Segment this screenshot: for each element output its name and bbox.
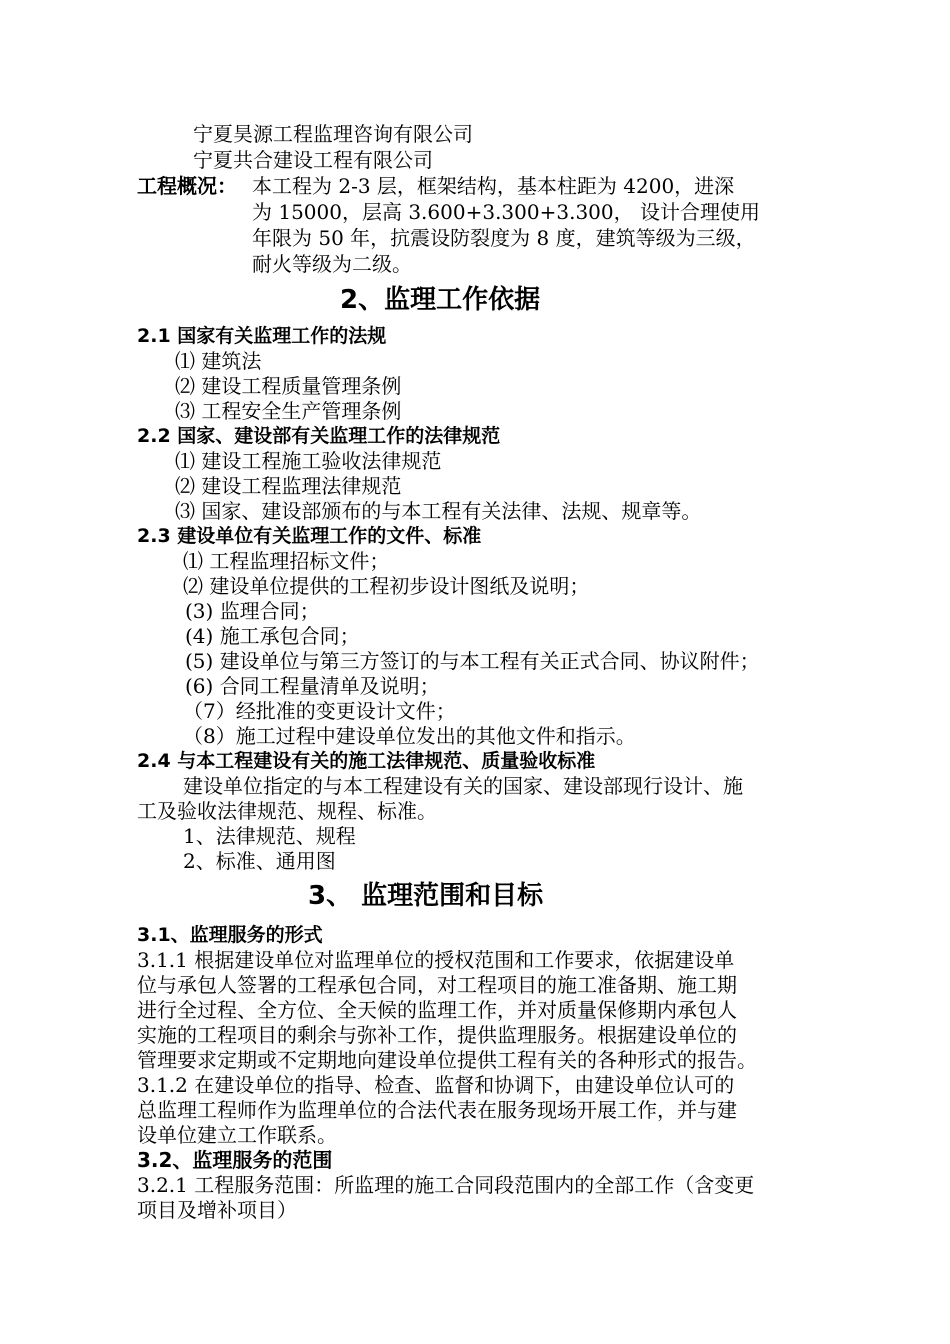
overview-line: 本工程为 2-3 层，框架结构，基本柱距为 4200，进深 bbox=[252, 174, 735, 198]
paragraph-line: 项目及增补项目） bbox=[137, 1198, 297, 1222]
list-item: ⑵ 建设工程监理法律规范 bbox=[175, 474, 402, 498]
paragraph-line: 位与承包人签署的工程承包合同，对工程项目的施工准备期、施工期 bbox=[137, 973, 737, 997]
list-item: ⑴ 工程监理招标文件； bbox=[183, 549, 390, 573]
paragraph-line: 实施的工程项目的剩余与弥补工作，提供监理服务。根据建设单位的 bbox=[137, 1023, 737, 1047]
section-2-3-heading: 2.3 建设单位有关监理工作的文件、标准 bbox=[137, 525, 482, 547]
list-item: (3) 监理合同； bbox=[185, 599, 320, 623]
list-item: （7）经批准的变更设计文件； bbox=[183, 699, 456, 723]
section-3-2-heading: 3.2、监理服务的范围 bbox=[137, 1148, 333, 1172]
paragraph-line: 总监理工程师作为监理单位的合法代表在服务现场开展工作，并与建 bbox=[137, 1098, 737, 1122]
paragraph-line: 设单位建立工作联系。 bbox=[137, 1123, 337, 1147]
section-2-2-heading: 2.2 国家、建设部有关监理工作的法律规范 bbox=[137, 425, 501, 447]
paragraph-line: 3.1.1 根据建设单位对监理单位的授权范围和工作要求，依据建设单 bbox=[137, 948, 735, 972]
list-item: ⑶ 国家、建设部颁布的与本工程有关法律、法规、规章等。 bbox=[175, 499, 702, 523]
list-item: (4) 施工承包合同； bbox=[185, 624, 360, 648]
list-item: （8）施工过程中建设单位发出的其他文件和指示。 bbox=[183, 724, 636, 748]
list-item: 1、法律规范、规程 bbox=[183, 824, 356, 848]
overview-line: 耐火等级为二级。 bbox=[252, 252, 412, 276]
paragraph-line: 3.1.2 在建设单位的指导、检查、监督和协调下，由建设单位认可的 bbox=[137, 1073, 735, 1097]
overview-line: 为 15000，层高 3.600+3.300+3.300， 设计合理使用 bbox=[252, 200, 760, 224]
overview-line: 年限为 50 年，抗震设防裂度为 8 度，建筑等级为三级， bbox=[252, 226, 756, 250]
company-name-2: 宁夏共合建设工程有限公司 bbox=[193, 148, 433, 172]
section-2-title: 2、监理工作依据 bbox=[340, 285, 541, 315]
overview-label: 工程概况： bbox=[137, 174, 237, 198]
section-3-1-heading: 3.1、监理服务的形式 bbox=[137, 924, 323, 946]
section-3-title: 3、 监理范围和目标 bbox=[308, 881, 544, 911]
list-item: ⑴ 建筑法 bbox=[175, 349, 262, 373]
list-item: ⑶ 工程安全生产管理条例 bbox=[175, 399, 402, 423]
list-item: 2、标准、通用图 bbox=[183, 849, 336, 873]
list-item: ⑵ 建设工程质量管理条例 bbox=[175, 374, 402, 398]
section-2-4-heading: 2.4 与本工程建设有关的施工法律规范、质量验收标准 bbox=[137, 750, 596, 772]
section-2-1-heading: 2.1 国家有关监理工作的法规 bbox=[137, 325, 387, 347]
paragraph-line: 进行全过程、全方位、全天候的监理工作，并对质量保修期内承包人 bbox=[137, 998, 737, 1022]
list-item: (6) 合同工程量清单及说明； bbox=[185, 674, 440, 698]
list-item: ⑴ 建设工程施工验收法律规范 bbox=[175, 449, 442, 473]
list-item: ⑵ 建设单位提供的工程初步设计图纸及说明； bbox=[183, 574, 590, 598]
paragraph-line: 管理要求定期或不定期地向建设单位提供工程有关的各种形式的报告。 bbox=[137, 1048, 757, 1072]
list-item: (5) 建设单位与第三方签订的与本工程有关正式合同、协议附件； bbox=[185, 649, 760, 673]
paragraph-line: 工及验收法律规范、规程、标准。 bbox=[137, 799, 437, 823]
paragraph-line: 建设单位指定的与本工程建设有关的国家、建设部现行设计、施 bbox=[183, 774, 743, 798]
company-name-1: 宁夏昊源工程监理咨询有限公司 bbox=[193, 122, 473, 146]
paragraph-line: 3.2.1 工程服务范围：所监理的施工合同段范围内的全部工作（含变更 bbox=[137, 1173, 755, 1197]
